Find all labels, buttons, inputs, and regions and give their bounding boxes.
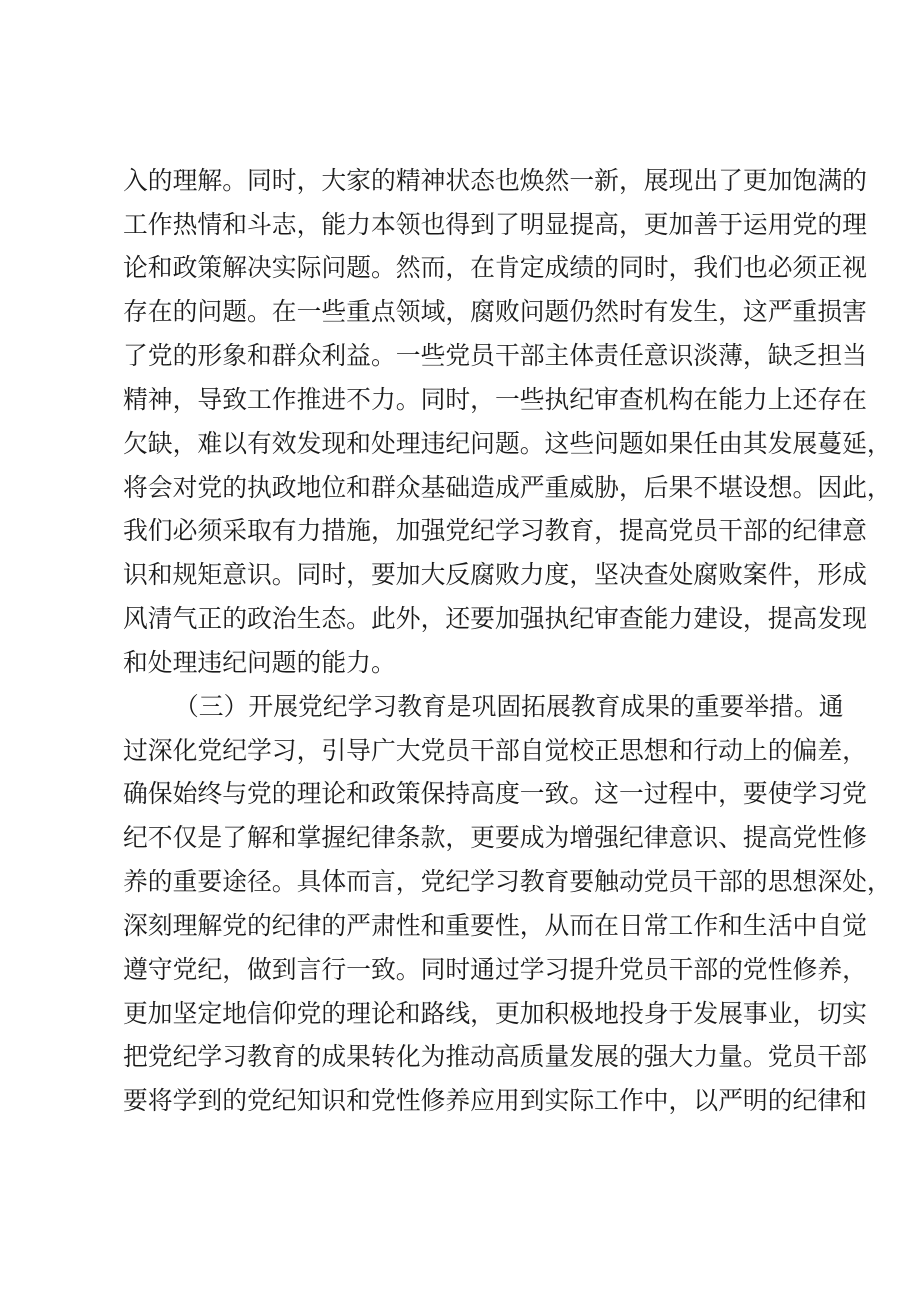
text-line: 和处理违纪问题的能力。 [123, 648, 396, 677]
text-line: 入的理解。同时，大家的精神状态也焕然一新，展现出了更加饱满的 [123, 166, 867, 195]
text-line: 把党纪学习教育的成果转化为推动高质量发展的强大力量。党员干部 [123, 1042, 867, 1071]
text-line: 将会对党的执政地位和群众基础造成严重威胁，后果不堪设想。因此， [123, 473, 892, 502]
text-line: 养的重要途径。具体而言，党纪学习教育要触动党员干部的思想深处， [123, 867, 892, 896]
text-line: 论和政策解决实际问题。然而，在肯定成绩的同时，我们也必须正视 [123, 253, 867, 282]
text-line: 遵守党纪，做到言行一致。同时通过学习提升党员干部的党性修养， [123, 955, 867, 984]
text-line: 欠缺，难以有效发现和处理违纪问题。这些问题如果任由其发展蔓延， [123, 429, 892, 458]
text-line: 识和规矩意识。同时，要加大反腐败力度，坚决查处腐败案件，形成 [123, 560, 867, 589]
text-line: 了党的形象和群众利益。一些党员干部主体责任意识淡薄，缺乏担当 [123, 341, 867, 370]
text-line: 要将学到的党纪知识和党性修养应用到实际工作中，以严明的纪律和 [123, 1086, 867, 1115]
text-line: 风清气正的政治生态。此外，还要加强执纪审查能力建设，提高发现 [123, 604, 867, 633]
text-line: 过深化党纪学习，引导广大党员干部自觉校正思想和行动上的偏差， [123, 736, 867, 765]
text-line: 深刻理解党的纪律的严肃性和重要性，从而在日常工作和生活中自觉 [123, 911, 867, 940]
text-line: 确保始终与党的理论和政策保持高度一致。这一过程中，要使学习党 [123, 779, 867, 808]
text-line: 纪不仅是了解和掌握纪律条款，更要成为增强纪律意识、提高党性修 [123, 823, 867, 852]
text-line: 我们必须采取有力措施，加强党纪学习教育，提高党员干部的纪律意 [123, 516, 867, 545]
text-line: 存在的问题。在一些重点领域，腐败问题仍然时有发生，这严重损害 [123, 297, 867, 326]
text-line: 工作热情和斗志，能力本领也得到了明显提高，更加善于运用党的理 [123, 210, 867, 239]
paragraph-start-line: （三）开展党纪学习教育是巩固拓展教育成果的重要举措。通 [174, 692, 844, 721]
text-line: 精神，导致工作推进不力。同时，一些执纪审查机构在能力上还存在 [123, 385, 867, 414]
text-line: 更加坚定地信仰党的理论和路线，更加积极地投身于发展事业，切实 [123, 999, 867, 1028]
